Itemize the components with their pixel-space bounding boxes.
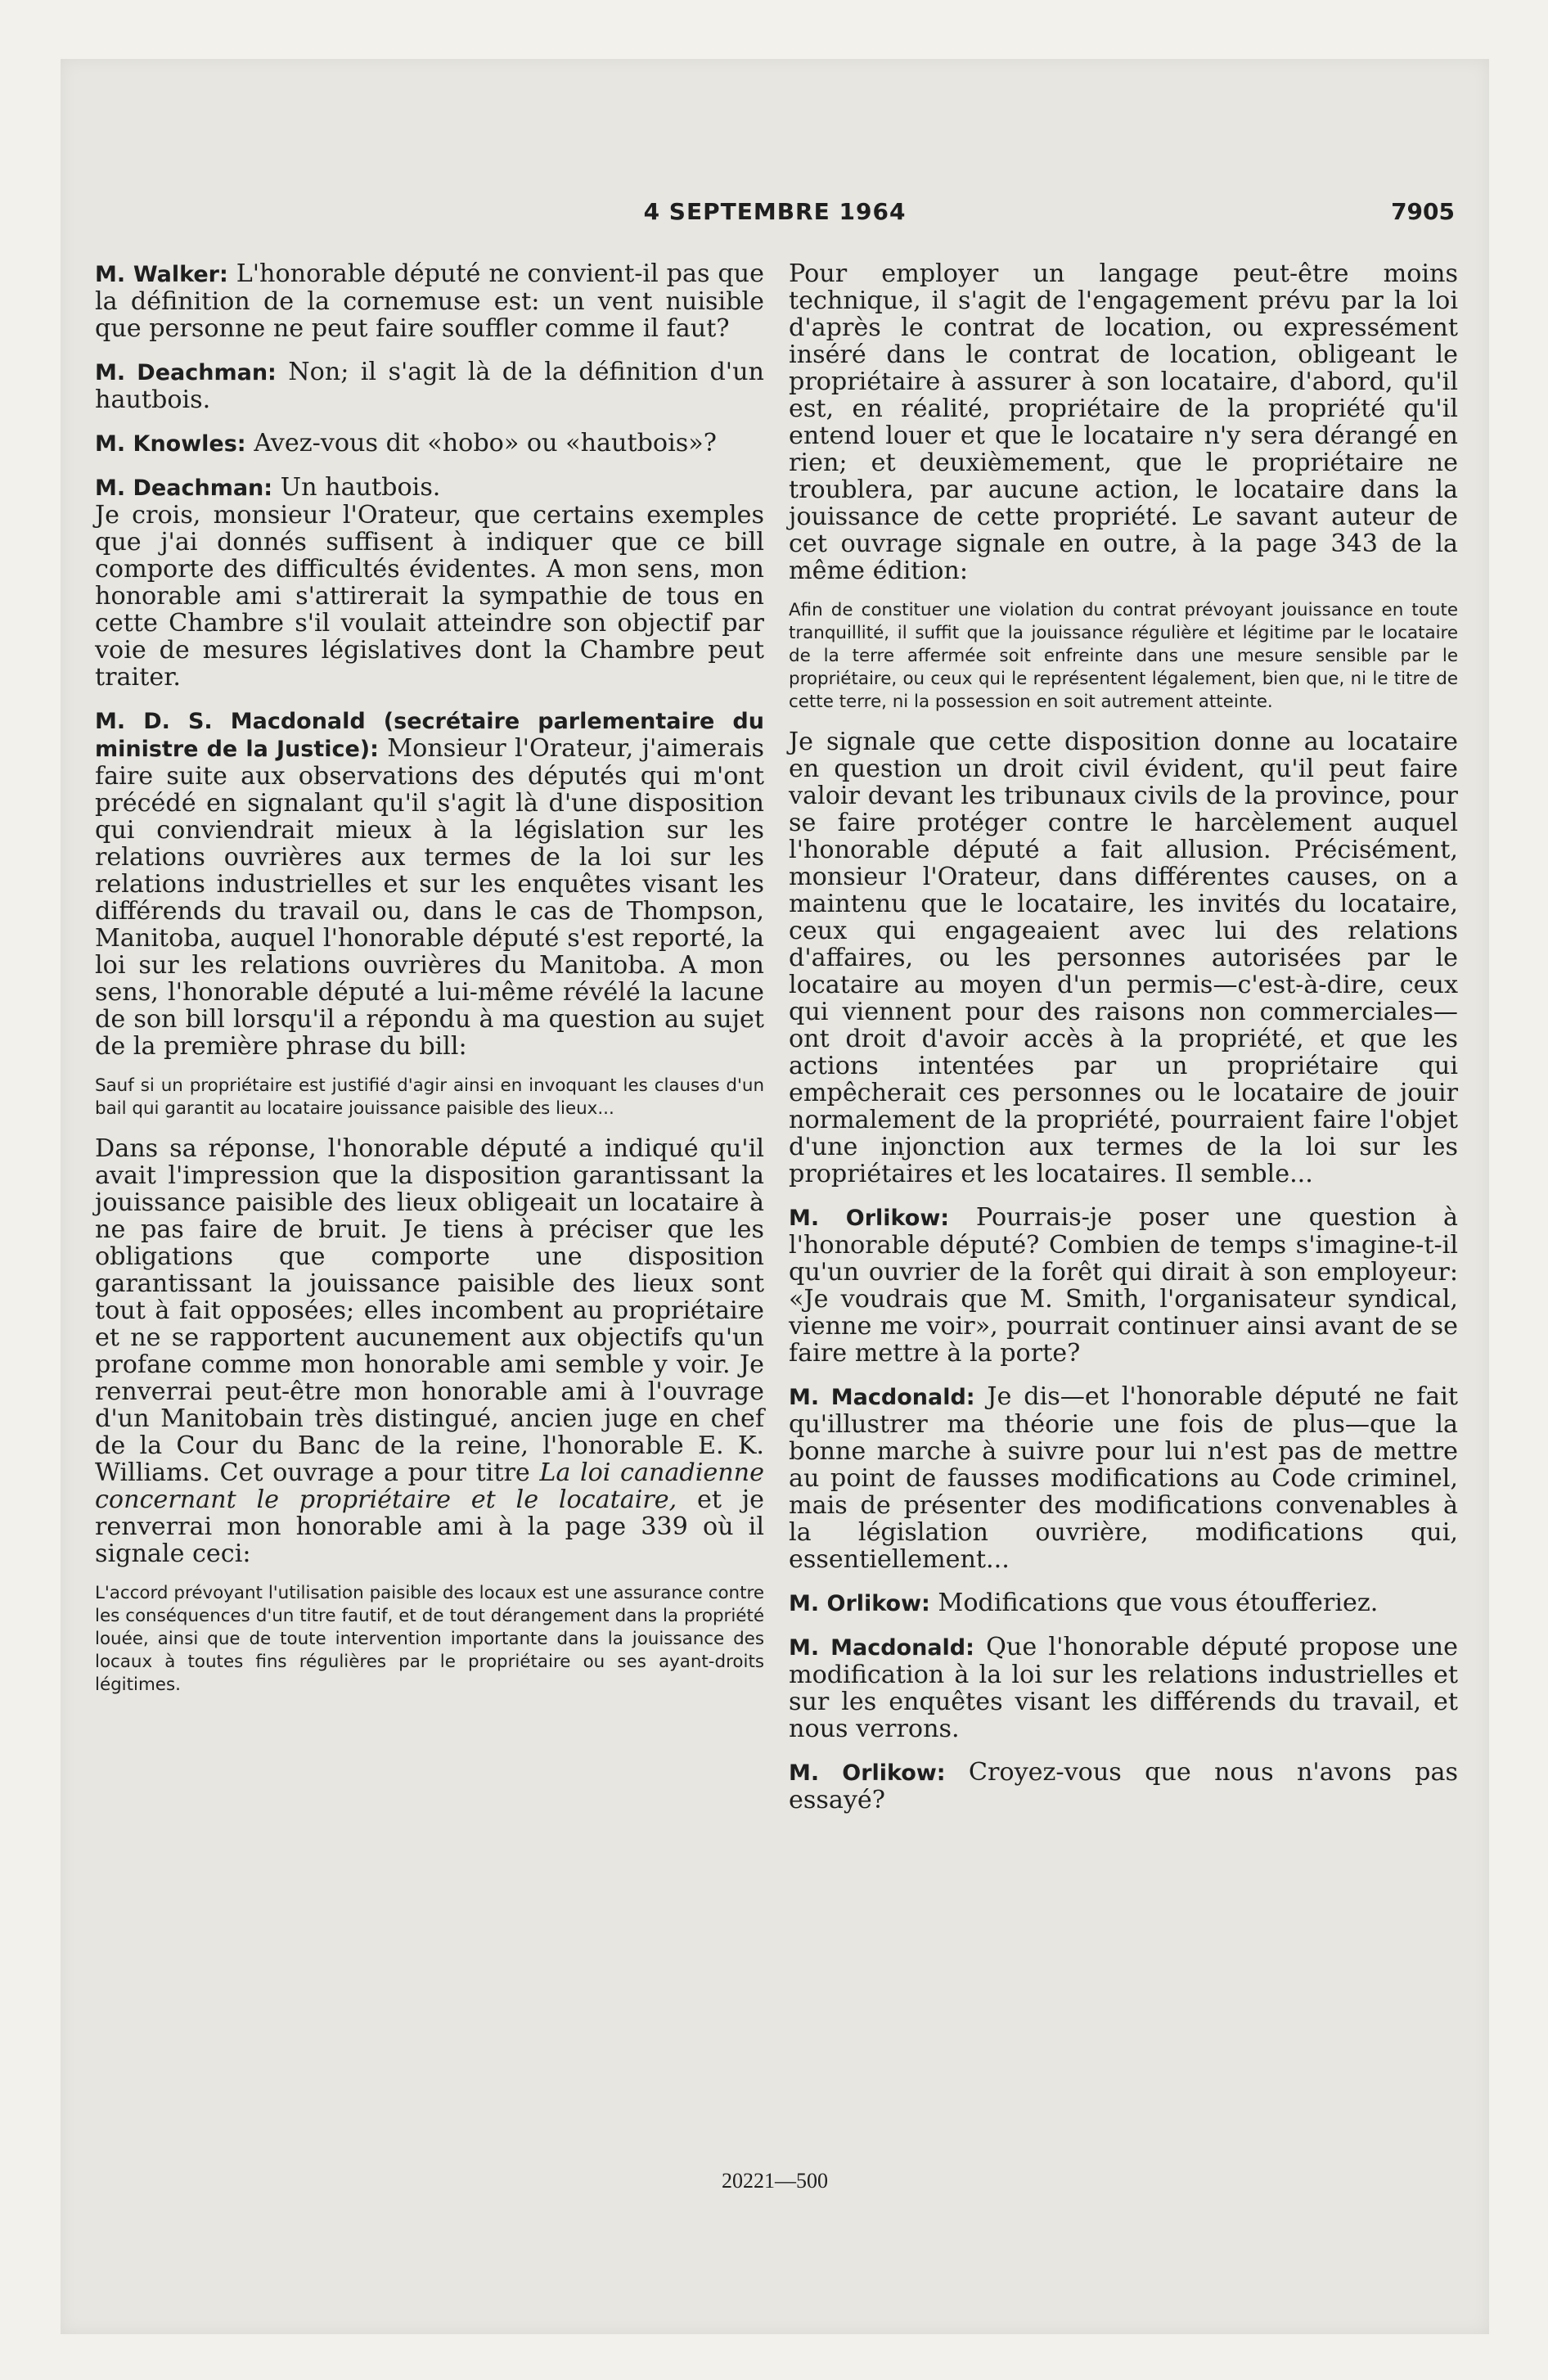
page-number: 7905 <box>1391 198 1455 225</box>
book-title: La loi canadienne concernant le propriétaire et le locataire, <box>95 1458 764 1514</box>
paragraph-macdonald-2 <box>789 1383 1458 1573</box>
speech-text: Monsieur l'Orateur, j'aimerais faire suite aux observations des députés qui m'ont précédé en signalant qu'il s'agit là d'une disposition qui conviendrait mieux à la législation sur les relations ouvrières aux termes de la loi sur les relations industrielles et sur les enquêtes visant les différends du travail ou, dans le cas de Thompson, Manitoba, auquel l'honorable député s'est reporté, la loi sur les relations ouvrières du Manitoba. A mon sens, l'honorable député a lui-même révélé la lacune de son bill lorsqu'il a répondu à ma question au sujet de la première phrase du bill: <box>95 734 764 1061</box>
paragraph-continued-macdonald: Pour employer un langage peut-être moins technique, il s'agit de l'engagement prévu par la loi d'après le contrat de location, ou expressément inséré dans le contrat de location, obligeant le propriétaire à assurer à son locataire, d'abord, qu'il est, en réalité, propriétaire de la propriété qu'il entend louer et que le locataire n'y sera dérangé en rien; et deuxièmement, que le propriétaire ne troublera, par aucune action, le locataire dans la jouissance de cette propriété. Le savant auteur de cet ouvrage signale en outre, à la page 343 de la même édition: <box>789 259 1458 585</box>
paragraph-civil-right: Je signale que cette disposition donne au locataire en question un droit civil évident, qu'il peut faire valoir devant les tribunaux civils de la province, pour se faire protéger contre le harcèlement auquel l'honorable député a fait allusion. Précisément, monsieur l'Orateur, dans différentes causes, on a maintenu que le locataire, les invités du locataire, ceux qui engageaient avec lui des relations d'affaires, ou les personnes autorisées par le locataire au moyen d'un permis—c'est-à-dire, ceux qui viennent pour des raisons non commerciales—ont droit d'avoir accès à la propriété, et que les actions intentées par un propriétaire qui empêcherait ces personnes ou le locataire de jouir normalement de la propriété, pourraient faire l'objet d'une injonction aux termes de la loi sur les propriétaires et les locataires. Il semble... <box>789 728 1458 1188</box>
speaker-name: M. Knowles: <box>95 431 246 457</box>
header-date: 4 SEPTEMBRE 1964 <box>643 198 907 225</box>
speech-text: Pourrais-je poser une question à l'honorable député? Combien de temps s'imagine-t-il qu'un ouvrier de la forêt qui dirait à son employeur: «Je voudrais que M. Smith, l'organisateur syndical, vienne me voir», pourrait continuer ainsi avant de se faire mettre à la porte? <box>789 1203 1458 1368</box>
paragraph-macdonald <box>95 707 764 1060</box>
speech-text: et je renverrai mon honorable ami à la page 339 où il signale ceci: <box>95 1485 764 1568</box>
speech-text: Un hautbois. <box>272 473 441 502</box>
block-quote-page-343: Afin de constituer une violation du contrat prévoyant jouissance en toute tranquillité, il suffit que la jouissance régulière et légitime par le locataire de la terre affermée soit enfreinte dans une mesure sensible par le propriétaire, ou ceux qui le représentent légalement, bien que, ni le titre de cette terre, ni la possession en soit autrement atteinte. <box>789 600 1458 712</box>
speech-text: Non; il s'agit là de la définition d'un hautbois. <box>95 358 764 414</box>
left-column <box>95 260 764 1711</box>
paragraph-knowles <box>95 430 764 458</box>
speaker-name: M. Orlikow: <box>789 1760 946 1786</box>
paragraph-walker <box>95 260 764 342</box>
right-column <box>789 260 1458 1814</box>
speech-text: Avez-vous dit «hobo» ou «hautbois»? <box>245 429 717 458</box>
speech-text: L'honorable député ne convient-il pas que la définition de la cornemuse est: un vent nuisible que personne ne peut faire souffler comme il faut? <box>95 259 764 343</box>
speaker-name: M. Orlikow: <box>789 1206 950 1231</box>
paragraph-orlikow-1 <box>789 1204 1458 1367</box>
paragraph-orlikow-2 <box>789 1589 1458 1617</box>
paragraph-deachman-1 <box>95 358 764 413</box>
block-quote-williams: L'accord prévoyant l'utilisation paisible des locaux est une assurance contre les conséquences d'un titre fautif, et de tout dérangement dans la propriété louée, ainsi que de toute intervention importante dans la jouissance des locaux à toutes fins régulières par le propriétaire ou ses ayant-droits légitimes. <box>95 1583 764 1695</box>
speaker-name: M. D. S. Macdonald (secrétaire parlementaire du ministre de la Justice): <box>95 709 764 762</box>
speaker-name: M. Deachman: <box>95 476 273 501</box>
print-code: 20221—500 <box>722 2169 828 2193</box>
speaker-name: M. Deachman: <box>95 360 277 385</box>
speaker-name: M. Macdonald: <box>789 1385 975 1410</box>
block-quote-bill: Sauf si un propriétaire est justifié d'agir ainsi en invoquant les clauses d'un bail qui garantit au locataire jouissance paisible des lieux... <box>95 1075 764 1119</box>
speech-text: Je dis—et l'honorable député ne fait qu'illustrer ma théorie une fois de plus—que la bonne marche à suivre pour lui n'est pas de mettre au point de fausses modifications au Code criminel, mais de présenter des modifications convenables à la législation ouvrière, modifications qui, essentiellement... <box>789 1382 1458 1574</box>
speech-text: Que l'honorable député propose une modification à la loi sur les relations industrielles et sur les enquêtes visant les différends du travail, et nous verrons. <box>789 1633 1458 1743</box>
speaker-name: M. Walker: <box>95 262 228 287</box>
speaker-name: M. Macdonald: <box>789 1635 974 1661</box>
paragraph-deachman-2 <box>95 474 764 502</box>
speech-text: Modifications que vous étoufferiez. <box>929 1589 1379 1617</box>
paragraph-macdonald-reply <box>95 1135 764 1567</box>
paragraph-macdonald-3 <box>789 1634 1458 1742</box>
speech-text: Croyez-vous que nous n'avons pas essayé? <box>789 1758 1458 1814</box>
paragraph-deachman-continued: Je crois, monsieur l'Orateur, que certains exemples que j'ai donnés suffisent à indiquer que ce bill comporte des difficultés évidentes. A mon sens, mon honorable ami s'attirerait la sympathie de tous en cette Chambre s'il voulait atteindre son objectif par voie de mesures législatives dont la Chambre peut traiter. <box>95 501 764 692</box>
document-page <box>61 59 1489 2334</box>
page-header <box>61 198 1489 231</box>
speech-text: Dans sa réponse, l'honorable député a indiqué qu'il avait l'impression que la disposition garantissant la jouissance paisible des lieux obligeait un locataire à ne pas faire de bruit. Je tiens à préciser que les obligations que comporte une disposition garantissant la jouissance paisible des lieux sont tout à fait opposées; elles incombent au propriétaire et ne se rapportent aucunement aux objectifs qu'un profane comme mon honorable ami semble y voir. Je renverrai peut-être mon honorable ami à l'ouvrage d'un Manitobain très distingué, ancien juge en chef de la Cour du Banc de la reine, l'honorable E. K. Williams. Cet ouvrage a pour titre <box>95 1134 764 1487</box>
paragraph-orlikow-3 <box>789 1759 1458 1814</box>
speaker-name: M. Orlikow: <box>789 1591 930 1616</box>
